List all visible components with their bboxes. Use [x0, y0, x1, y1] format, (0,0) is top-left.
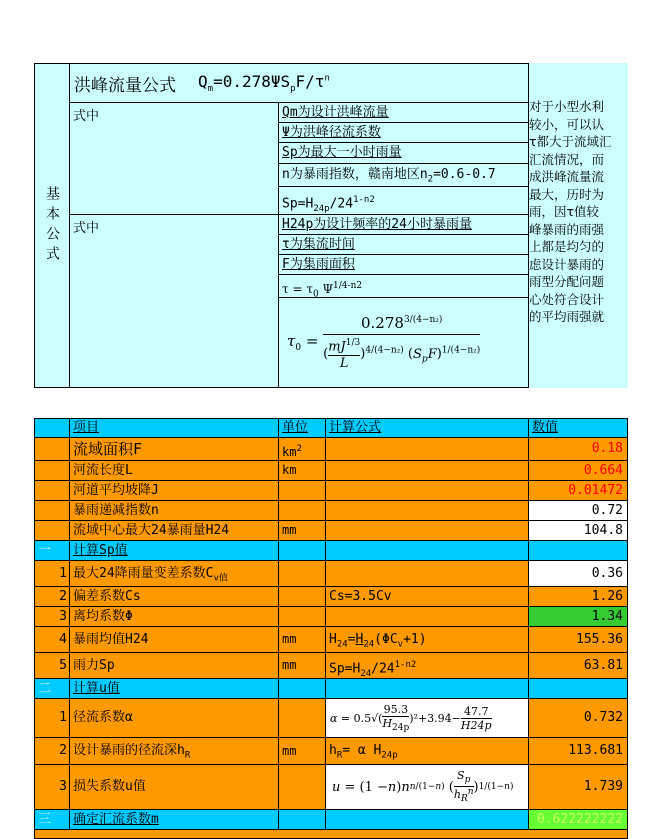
- section-value-blank: [528, 678, 628, 699]
- table-header-index: [34, 418, 70, 438]
- note-line: 峰暴雨的雨强: [529, 221, 605, 237]
- row-item-u: 损失系数u值: [69, 764, 279, 810]
- row-unit-cs: [278, 586, 326, 607]
- row-item-slope: 河道平均坡降J: [69, 480, 279, 501]
- def-tau-formula: $\tau = \tau_0$ $\Psi^{1/4-n2}$: [278, 274, 529, 298]
- row-formula-cv: [325, 560, 529, 587]
- note-column: [528, 63, 628, 388]
- row-index: 3: [34, 764, 70, 810]
- row-formula-hr: $h_R= \alpha$ $H_{24p}$: [325, 737, 529, 765]
- note-line: 雨型分配问题: [529, 274, 605, 289]
- def-psi: Ψ为洪峰径流系数: [278, 122, 529, 143]
- row-value-slope[interactable]: 0.01472: [528, 480, 628, 501]
- basic-formula-header-text: 基本公式: [44, 185, 60, 266]
- note-line: 虑设计暴雨的: [529, 256, 605, 272]
- note-line: 成洪峰流量流: [529, 169, 605, 184]
- row-formula-length: [325, 460, 529, 481]
- row-item-cv: 最大24降雨量变差系数$C_{v值}$: [69, 560, 279, 587]
- note-line: 汇流情况，而: [529, 151, 605, 167]
- section-title-sp: 计算Sp值: [69, 540, 279, 561]
- note-line: 雨，因τ值较: [529, 204, 600, 219]
- section-index-2: 二: [34, 678, 70, 699]
- row-value-length[interactable]: 0.664: [528, 460, 628, 481]
- section-title-u: 计算u值: [69, 678, 279, 699]
- row-unit-h24-mean: mm: [278, 626, 326, 653]
- section-formula-blank: [325, 540, 529, 561]
- row-item-phi: 离均系数Φ: [69, 606, 279, 627]
- row-item-hr: 设计暴雨的径流深$h_R$: [69, 737, 279, 765]
- section-index-1: 一: [34, 540, 70, 561]
- section-unit-blank: [278, 540, 326, 561]
- formula-title: 洪峰流量公式: [74, 75, 176, 96]
- formula-title-expression: $Q_m=0.278\Psi S_pF/\tau^n$: [198, 71, 330, 95]
- row-index: 2: [34, 586, 70, 607]
- table-header-unit: 单位: [278, 418, 326, 438]
- row-index: 1: [34, 560, 70, 587]
- table-row-index: [34, 460, 70, 481]
- section-value-blank: [528, 540, 628, 561]
- table-row-index: [34, 437, 70, 461]
- row-formula-sp: $Sp=H_{24}/24^{1-n2}$: [325, 652, 529, 679]
- def-tau: τ为集流时间: [278, 234, 529, 255]
- row-index: 2: [34, 737, 70, 765]
- row-item-area: 流域面积F: [69, 437, 279, 461]
- formula-title-row: [69, 63, 529, 103]
- def-h24p: H24p为设计频率的24小时暴雨量: [278, 214, 529, 235]
- row-item-h24: 流域中心最大24暴雨量H24: [69, 520, 279, 541]
- row-unit-n: [278, 500, 326, 521]
- row-unit-slope: [278, 480, 326, 501]
- table-header-formula: 计算公式: [325, 418, 529, 438]
- section-unit-blank: [278, 678, 326, 699]
- row-formula-cs: Cs=3.5Cv: [325, 586, 529, 607]
- table-row-index: [34, 500, 70, 521]
- basic-formula-header: [34, 63, 70, 388]
- row-value-n[interactable]: 0.72: [528, 500, 628, 521]
- row-value-m[interactable]: 0.622222222: [528, 809, 628, 830]
- note-line: 心处符合设计: [529, 291, 605, 307]
- row-item-h24-mean: 暴雨均值H24: [69, 626, 279, 653]
- note-line: 最大，历时为: [529, 186, 605, 202]
- label-shizhong-1: 式中: [69, 102, 279, 215]
- row-formula-n: [325, 500, 529, 521]
- row-value-h24[interactable]: 104.8: [528, 520, 628, 541]
- row-unit-cv: [278, 560, 326, 587]
- table-header-item: 项目: [69, 418, 279, 438]
- row-item-cs: 偏差系数Cs: [69, 586, 279, 607]
- section-formula-blank: [325, 678, 529, 699]
- row-item-n: 暴雨递减指数n: [69, 500, 279, 521]
- table-row-index: [34, 480, 70, 501]
- row-unit-hr: mm: [278, 737, 326, 765]
- row-value-phi[interactable]: 1.34: [528, 606, 628, 627]
- row-item-alpha: 径流系数α: [69, 698, 279, 738]
- section-title-m: 确定汇流系数m: [69, 809, 279, 830]
- section-unit-blank: [278, 809, 326, 830]
- row-item-length: 河流长度L: [69, 460, 279, 481]
- note-line: τ都大于流域汇: [529, 134, 612, 149]
- row-formula-h24: [325, 520, 529, 541]
- def-sp: Sp为最大一小时雨量: [278, 142, 529, 164]
- row-value-hr[interactable]: 113.681: [528, 737, 628, 765]
- row-formula-u: u = (1 − n ) n n/(1−n) ( $\frac{S_p}{h_R^n}$ ) 1/(1−n): [325, 764, 529, 810]
- def-sp-formula: $Sp=H_{24p}/24^{1-n2}$: [278, 186, 529, 215]
- table-header-value: 数值: [528, 418, 628, 438]
- row-value-cs[interactable]: 1.26: [528, 586, 628, 607]
- row-formula-alpha: α = 0.5√( $\frac{95.3}{H_{24p}}$ )²+3.94− $\frac{47.7}{H24p}$: [325, 698, 529, 738]
- row-index: 1: [34, 698, 70, 738]
- section-index-3: 三: [34, 809, 70, 830]
- row-value-u[interactable]: 1.739: [528, 764, 628, 810]
- row-formula-slope: [325, 480, 529, 501]
- def-qm: Qm为设计洪峰流量: [278, 102, 529, 123]
- row-unit-u: [278, 764, 326, 810]
- row-unit-length: km: [278, 460, 326, 481]
- table-row-index: [34, 520, 70, 541]
- row-value-sp[interactable]: 63.81: [528, 652, 628, 679]
- row-index: 4: [34, 626, 70, 653]
- row-value-alpha[interactable]: 0.732: [528, 698, 628, 738]
- row-formula-area: [325, 437, 529, 461]
- row-unit-h24: mm: [278, 520, 326, 541]
- row-index: 5: [34, 652, 70, 679]
- tau0-formula: $\tau_0$ = $0.278^{3/(4-n_2)}$ ( $\frac{mJ^{1/3}}{L}$ )$^{4/(4-n_2)}$ $(S_pF)^{1/(4-n_2)}$: [278, 297, 529, 388]
- row-value-area[interactable]: 0.18: [528, 437, 628, 461]
- next-row-partial: [34, 829, 628, 839]
- row-item-sp: 雨力Sp: [69, 652, 279, 679]
- section-formula-blank: [325, 809, 529, 830]
- row-formula-phi: [325, 606, 529, 627]
- row-unit-phi: [278, 606, 326, 627]
- note-line: 较小，可以认: [529, 116, 605, 132]
- row-unit-sp: mm: [278, 652, 326, 679]
- row-value-cv[interactable]: 0.36: [528, 560, 628, 587]
- row-formula-h24-mean: $H_{24}=H_{24}(\Phi C_v+1)$: [325, 626, 529, 653]
- note-line: 上都是均匀的: [529, 239, 605, 254]
- label-shizhong-2: 式中: [69, 214, 279, 388]
- row-unit-alpha: [278, 698, 326, 738]
- note-line: 的平均雨强就: [529, 309, 605, 324]
- def-n: n为暴雨指数，赣南地区$n_2=0.6-0.7$: [278, 163, 529, 187]
- def-f: F为集雨面积: [278, 254, 529, 275]
- row-value-h24-mean[interactable]: 155.36: [528, 626, 628, 653]
- row-index: 3: [34, 606, 70, 627]
- row-unit-area: $km^2$: [278, 437, 326, 461]
- note-line: 对于小型水利: [529, 99, 605, 114]
